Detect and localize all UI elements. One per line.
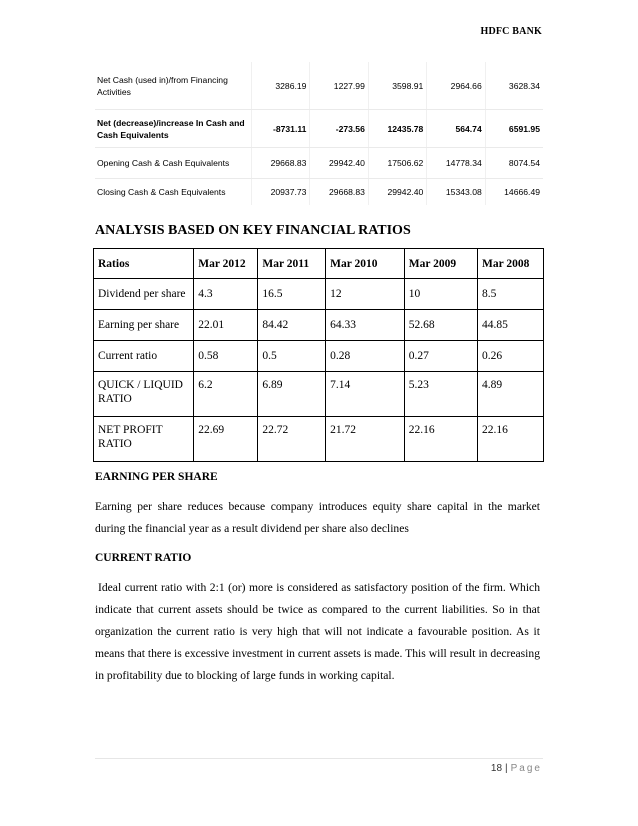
cell-value: 29668.83 xyxy=(252,148,310,179)
page-header-title: HDFC BANK xyxy=(480,26,542,37)
row-label: Dividend per share xyxy=(94,279,194,310)
cell-value: 3598.91 xyxy=(368,62,426,110)
cell-value: 14778.34 xyxy=(427,148,485,179)
row-label: Net (decrease)/increase In Cash and Cash Equivalents xyxy=(95,110,252,148)
cell-value: 22.72 xyxy=(258,417,326,462)
cell-value: 5.23 xyxy=(404,372,477,417)
current-ratio-heading: CURRENT RATIO xyxy=(95,552,192,564)
cash-flow-table xyxy=(95,62,543,205)
column-header: Mar 2008 xyxy=(478,249,544,279)
cell-value: 29942.40 xyxy=(310,148,368,179)
row-label: Closing Cash & Cash Equivalents xyxy=(97,187,226,197)
cell-value: 22.69 xyxy=(194,417,258,462)
cell-value: 3628.34 xyxy=(485,62,543,110)
cell-value: 8074.54 xyxy=(485,148,543,179)
cell-value: 4.89 xyxy=(478,372,544,417)
cell-value: 29668.83 xyxy=(310,179,368,206)
cell-value: 84.42 xyxy=(258,310,326,341)
page-number: 18 xyxy=(490,763,503,774)
row-label: QUICK / LIQUID RATIO xyxy=(94,372,194,417)
cell-value: 16.5 xyxy=(258,279,326,310)
cell-value: 1227.99 xyxy=(310,62,368,110)
row-label: Earning per share xyxy=(94,310,194,341)
cell-value: 0.5 xyxy=(258,341,326,372)
table-row xyxy=(95,179,543,206)
column-header: Mar 2011 xyxy=(258,249,326,279)
cell-value: 12 xyxy=(326,279,405,310)
cell-value: 4.3 xyxy=(194,279,258,310)
cell-value: 15343.08 xyxy=(427,179,485,206)
column-header: Mar 2010 xyxy=(326,249,405,279)
table-row xyxy=(94,310,544,341)
section-title: ANALYSIS BASED ON KEY FINANCIAL RATIOS xyxy=(95,223,411,238)
cell-value: 52.68 xyxy=(404,310,477,341)
cell-value: 2964.66 xyxy=(427,62,485,110)
cell-value: 22.01 xyxy=(194,310,258,341)
cell-value: 29942.40 xyxy=(368,179,426,206)
cell-value: 20937.73 xyxy=(252,179,310,206)
table-row xyxy=(95,110,543,148)
footer-separator: | xyxy=(505,763,508,774)
cell-value: 64.33 xyxy=(326,310,405,341)
column-header: Mar 2012 xyxy=(194,249,258,279)
cell-value: 12435.78 xyxy=(368,110,426,148)
cell-value: -8731.11 xyxy=(252,110,310,148)
table-row xyxy=(94,341,544,372)
page-footer xyxy=(491,763,542,774)
cell-value: 44.85 xyxy=(478,310,544,341)
cell-value: 8.5 xyxy=(478,279,544,310)
cell-value: 6.89 xyxy=(258,372,326,417)
row-label: NET PROFIT RATIO xyxy=(94,417,194,462)
cell-value: 6591.95 xyxy=(485,110,543,148)
page-label: Page xyxy=(510,763,542,774)
cell-value: 0.58 xyxy=(194,341,258,372)
eps-heading: EARNING PER SHARE xyxy=(95,471,218,483)
current-ratio-paragraph: Ideal current ratio with 2:1 (or) more is considered as satisfactory position of the firm. Which indicate that current assets should be twice as compared to the current liabilities. So in that organization the current ratio is very high that will not indicate a favourable position. As it means that there is excessive investment in current assets is made. This will result in decreasing in profitability due to blocking of large funds in working capital. xyxy=(95,581,540,682)
table-row xyxy=(94,279,544,310)
eps-paragraph: Earning per share reduces because company introduces equity share capital in the market during the financial year as a result dividend per share also declines xyxy=(95,500,540,535)
cell-value: 0.27 xyxy=(404,341,477,372)
row-label: Opening Cash & Cash Equivalents xyxy=(95,148,252,179)
table-row xyxy=(95,148,543,179)
cell-value: 7.14 xyxy=(326,372,405,417)
cell-value: 21.72 xyxy=(326,417,405,462)
cell-value: -273.56 xyxy=(310,110,368,148)
cell-value: 3286.19 xyxy=(252,62,310,110)
cell-value: 6.2 xyxy=(194,372,258,417)
cell-value: 10 xyxy=(404,279,477,310)
table-row xyxy=(94,417,544,462)
row-label: Net Cash (used in)/from Financing Activities xyxy=(95,62,252,110)
row-label: Current ratio xyxy=(94,341,194,372)
footer-divider xyxy=(95,758,543,759)
column-header: Ratios xyxy=(94,249,194,279)
cell-value: 17506.62 xyxy=(368,148,426,179)
cell-value: 22.16 xyxy=(478,417,544,462)
table-row xyxy=(94,372,544,417)
cell-value: 22.16 xyxy=(404,417,477,462)
table-header-row xyxy=(94,249,544,279)
cell-value: 14666.49 xyxy=(485,179,543,206)
table-row xyxy=(95,62,543,110)
column-header: Mar 2009 xyxy=(404,249,477,279)
cell-value: 0.26 xyxy=(478,341,544,372)
ratios-table xyxy=(93,248,544,462)
cell-value: 564.74 xyxy=(427,110,485,148)
cell-value: 0.28 xyxy=(326,341,405,372)
